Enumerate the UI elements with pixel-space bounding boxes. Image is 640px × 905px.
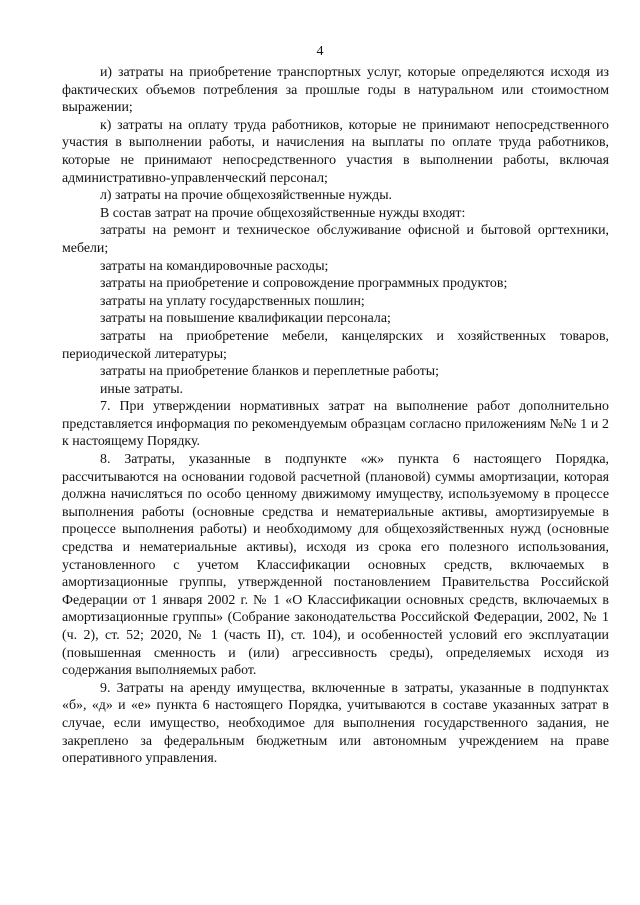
document-body xyxy=(62,64,609,768)
page-number: 4 xyxy=(316,44,324,59)
paragraph-section-8: 8. Затраты, указанные в подпункте «ж» пункта 6 настоящего Порядка, рассчитываются на основании годовой расчетной (плановой) суммы амортизации, которая должна начисляться по особо ценному движимому имуществу, используемому в процессе выполнения работы (основные средства и нематериальные активы, амортизируемые в процессе выполнения работы) и необходимому для общехозяйственных нужд (основные средства и нематериальные активы), исходя из срока его полезного использования, установленного с учетом Классификации основных средств, включаемых в амортизационные группы, утвержденной постановлением Правительства Российской Федерации от 1 января 2002 г. № 1 «О Классификации основных средств, включаемых в амортизационные группы» (Собрание законодательства Российской Федерации, 2002, № 1 (ч. 2), ст. 52; 2020, № 1 (часть II), ст. 104), и особенностей условий его эксплуатации (повышенная сменность и (или) агрессивность среды), определяемых исходя из содержания выполняемых работ. xyxy=(62,452,609,679)
list-item-duties: затраты на уплату государственных пошлин; xyxy=(100,293,365,309)
list-item-other: иные затраты. xyxy=(100,381,183,397)
paragraph-item-l: л) затраты на прочие общехозяйственные нужды. xyxy=(100,188,393,204)
list-item-training: затраты на повышение квалификации персонала; xyxy=(100,311,391,327)
paragraph-section-7: 7. При утверждении нормативных затрат на выполнение работ дополнительно представляется информация по рекомендуемым образцам согласно приложениям №№ 1 и 2 к настоящему Порядку. xyxy=(62,399,609,450)
list-item-furniture: затраты на приобретение мебели, канцелярских и хозяйственных товаров, периодической литературы; xyxy=(62,328,609,362)
list-item-office-equipment: затраты на ремонт и техническое обслуживание офисной и бытовой оргтехники, мебели; xyxy=(62,223,609,256)
list-item-forms: затраты на приобретение бланков и переплетные работы; xyxy=(100,364,440,380)
paragraph-item-i: и) затраты на приобретение транспортных услуг, которые определяются исходя из фактических объемов потребления за прошлые годы в натуральном или стоимостном выражении; xyxy=(62,65,609,116)
paragraph-other-needs-intro: В состав затрат на прочие общехозяйственные нужды входят: xyxy=(100,205,466,221)
list-item-software: затраты на приобретение и сопровождение программных продуктов; xyxy=(100,276,508,292)
paragraph-section-9: 9. Затраты на аренду имущества, включенные в затраты, указанные в подпунктах «б», «д» и «е» пункта 6 настоящего Порядка, учитываются в составе указанных затрат в случае, если имущество, необходимое для выполнения государственного задания, не закреплено за федеральным бюджетным или автономным учреждением на праве оперативного управления. xyxy=(62,680,609,767)
paragraph-item-k: к) затраты на оплату труда работников, которые не принимают непосредственного участия в выполнении работы, и начисления на выплаты по оплате труда работников, которые не принимают непосредственного участия в выполнении работы, включая административно-управленческий персонал; xyxy=(62,117,609,186)
list-item-travel: затраты на командировочные расходы; xyxy=(100,258,329,274)
